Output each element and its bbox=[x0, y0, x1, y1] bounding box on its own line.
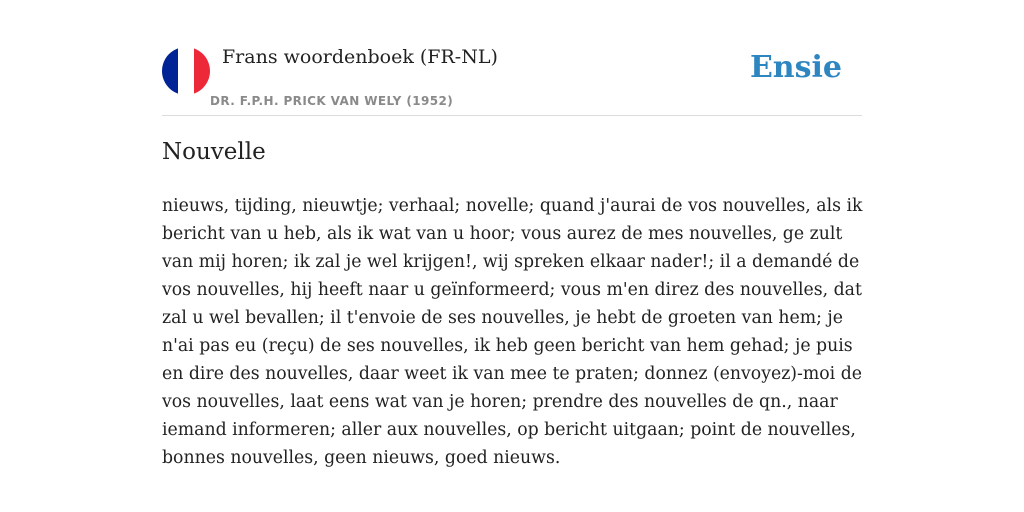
ensie-logo[interactable]: Ensie bbox=[749, 50, 842, 85]
flag-stripe-red bbox=[194, 47, 210, 95]
dictionary-header bbox=[162, 40, 862, 116]
entry-definition: nieuws, tijding, nieuwtje; verhaal; novelle; quand j'aurai de vos nouvelles, als ik bericht van u heb, als ik wat van u hoor; vous aurez de mes nouvelles, ge zult van mij horen; ik zal je wel krijgen!, wij spreken elkaar nader!; il a demandé de vos nouvelles, hij heeft naar u geïnformeerd; vous m'en direz des nouvelles, dat zal u wel bevallen; il t'envoie de ses nouvelles, je hebt de groeten van hem; je n'ai pas eu (reçu) de ses nouvelles, ik heb geen bericht van hem gehad; je puis en dire des nouvelles, daar weet ik van mee te praten; donnez (envoyez)-moi de vos nouvelles, laat eens wat van je horen; prendre des nouvelles de qn., naar iemand informeren; aller aux nouvelles, op bericht uitgaan; point de nouvelles, bonnes nouvelles, geen nieuws, goed nieuws. bbox=[162, 196, 863, 468]
flag-stripe-white bbox=[178, 47, 194, 95]
flag-stripe-blue bbox=[162, 47, 178, 95]
entry-card bbox=[162, 0, 862, 512]
french-flag-icon bbox=[162, 47, 210, 95]
dictionary-author: DR. F.P.H. PRICK VAN WELY (1952) bbox=[210, 94, 454, 108]
dictionary-title[interactable]: Frans woordenboek (FR-NL) bbox=[222, 46, 498, 68]
entry-headword: Nouvelle bbox=[162, 139, 266, 165]
